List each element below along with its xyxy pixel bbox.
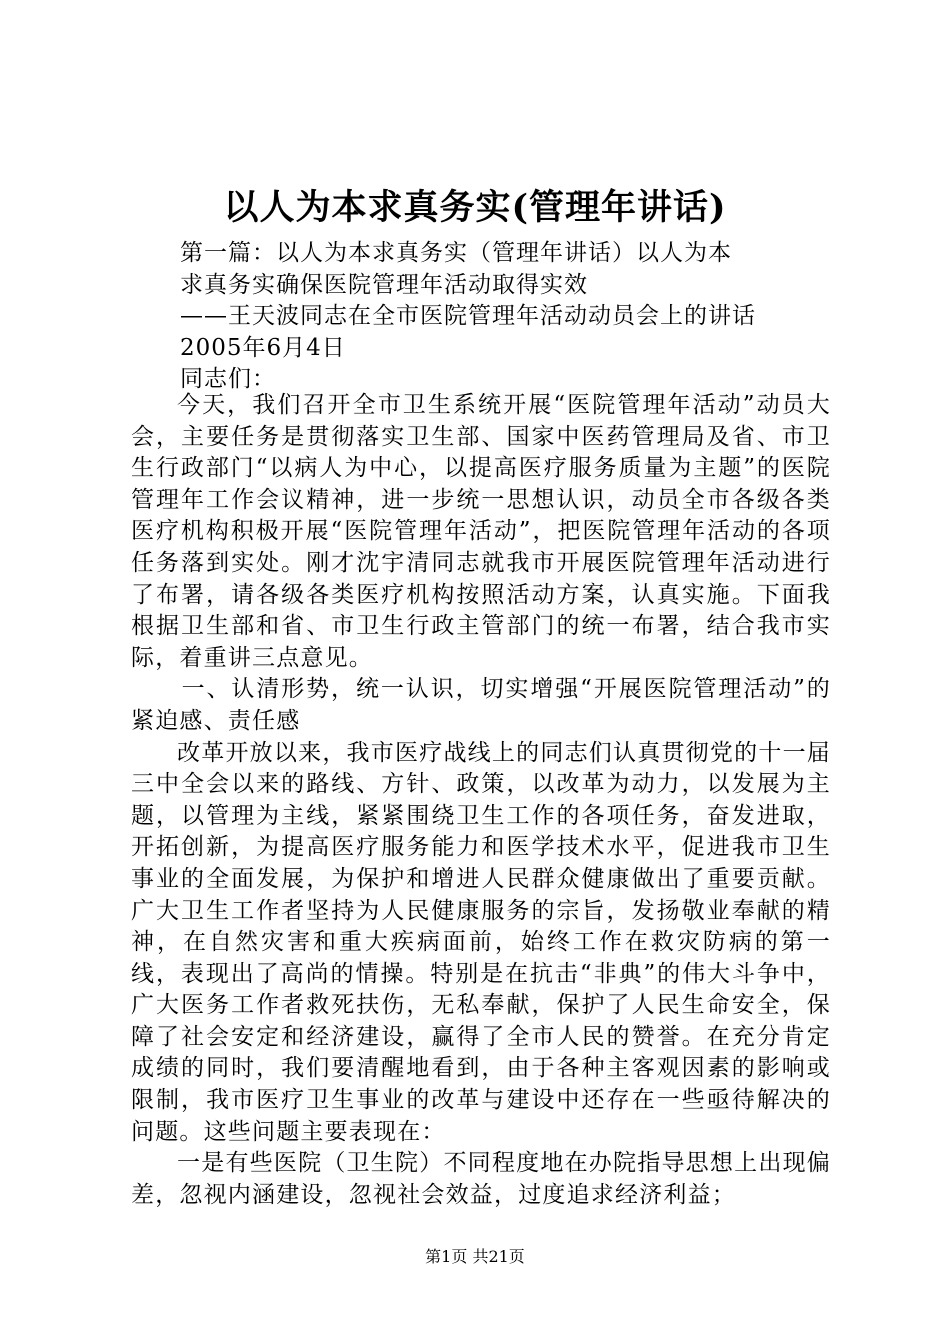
- heading-line-speaker: ——王天波同志在全市医院管理年活动动员会上的讲话: [180, 303, 756, 329]
- heading-line-chapter: 第一篇：以人为本求真务实（管理年讲话）以人为本: [180, 240, 732, 266]
- heading-line-subtitle: 求真务实确保医院管理年活动取得实效: [180, 271, 588, 298]
- document-body: [131, 390, 831, 1211]
- document-title: 以人为本求真务实(管理年讲话): [223, 187, 727, 228]
- paragraph-achievements: 改革开放以来，我市医疗战线上的同志们认真贯彻党的十一届三中全会以来的路线、方针、政策，以改革为动力，以发展为主题，以管理为主线，紧紧围绕卫生工作的各项任务，奋发进取，开拓创新，为提高医疗服务能力和医学技术水平，促进我市卫生事业的全面发展，为保护和增进人民群众健康做出了重要贡献。广大卫生工作者坚持为人民健康服务的宗旨，发扬敬业奉献的精神，在自然灾害和重大疾病面前，始终工作在救灾防病的第一线，表现出了高尚的情操。特别是在抗击“非典”的伟大斗争中，广大医务工作者救死扶伤，无私奉献，保护了人民生命安全，保障了社会安定和经济建设，赢得了全市人民的赞誉。在充分肯定成绩的同时，我们要清醒地看到，由于各种主客观因素的影响或限制，我市医疗卫生事业的改革与建设中还存在一些亟待解决的问题。这些问题主要表现在：: [131, 739, 831, 1145]
- document-heading: [180, 238, 820, 396]
- paragraph-issue-one: 一是有些医院（卫生院）不同程度地在办院指导思想上出现偏差，忽视内涵建设，忽视社会效益，过度追求经济利益；: [131, 1150, 831, 1208]
- heading-line-date: 2005年6月4日: [180, 334, 346, 361]
- paragraph-intro: 今天，我们召开全市卫生系统开展“医院管理年活动”动员大会，主要任务是贯彻落实卫生部、国家中医药管理局及省、市卫生行政部门“以病人为中心，以提高医疗服务质量为主题”的医院管理年工作会议精神，进一步统一思想认识，动员全市各级各类医疗机构积极开展“医院管理年活动”，把医院管理年活动的各项任务落到实处。刚才沈宇清同志就我市开展医院管理年活动进行了布署，请各级各类医疗机构按照活动方案，认真实施。下面我根据卫生部和省、市卫生行政主管部门的统一布署，结合我市实际，着重讲三点意见。: [131, 392, 831, 671]
- page-footer: 第1页 共21页: [425, 1247, 525, 1266]
- heading-line-salutation: 同志们：: [180, 366, 276, 392]
- section-heading-one: 一、认清形势，统一认识，切实增强“开展医院管理活动”的紧迫感、责任感: [131, 676, 831, 734]
